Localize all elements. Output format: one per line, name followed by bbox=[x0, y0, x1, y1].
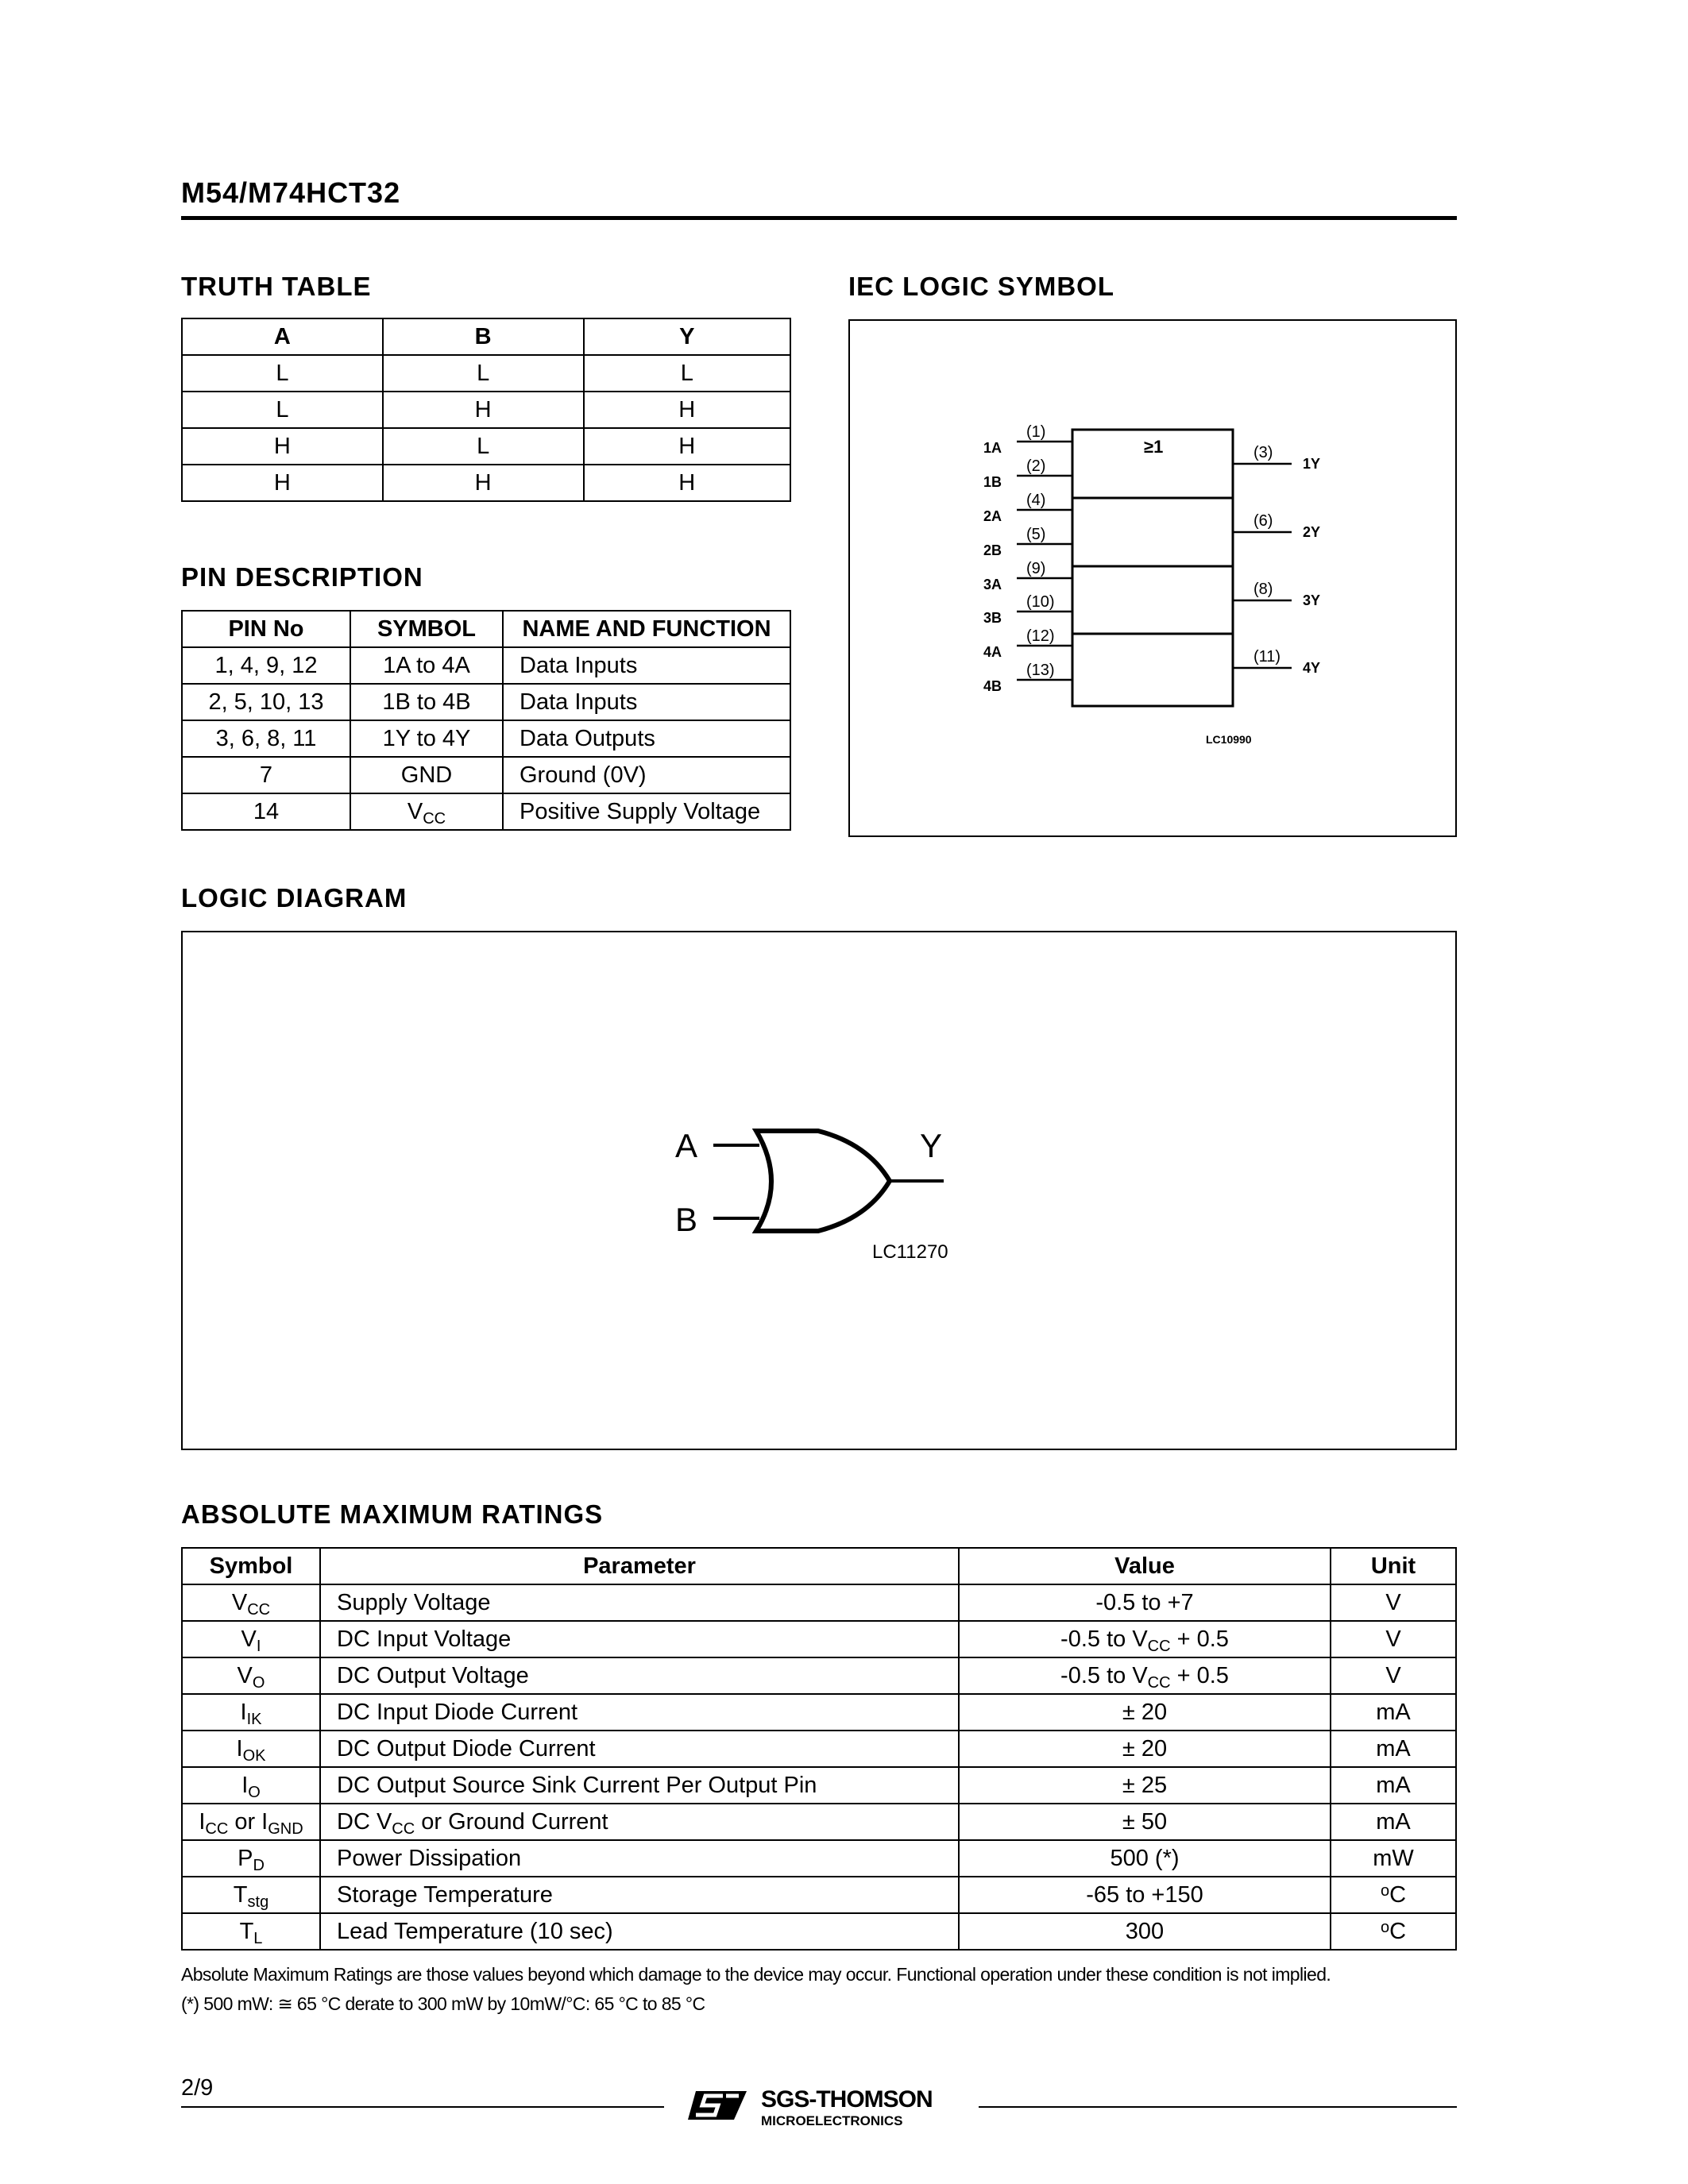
value-subscript: CC bbox=[1147, 1673, 1171, 1692]
rating-symbol bbox=[182, 1694, 320, 1731]
cell-a: H bbox=[182, 465, 383, 501]
symbol-main-2: or I bbox=[228, 1808, 268, 1835]
symbol-main: V bbox=[407, 798, 423, 824]
table-row bbox=[182, 1584, 1456, 1621]
table-row bbox=[182, 1877, 1456, 1913]
param-post: or Ground Current bbox=[415, 1808, 608, 1835]
st-logo bbox=[685, 2083, 987, 2131]
footer-rule-right bbox=[979, 2106, 1457, 2108]
unit-superscript: o bbox=[1380, 1918, 1390, 1936]
symbol-main: V bbox=[237, 1662, 253, 1688]
iec-input-pin-number: (2) bbox=[1026, 457, 1046, 475]
symbol-main: V bbox=[241, 1626, 257, 1652]
table-row bbox=[182, 392, 790, 428]
table-row bbox=[182, 355, 790, 392]
pin-function: Data Inputs bbox=[503, 647, 790, 684]
iec-input-name: 4A bbox=[983, 644, 1002, 660]
iec-output-name: 1Y bbox=[1303, 456, 1321, 472]
rating-symbol bbox=[182, 1877, 320, 1913]
input-a-label: A bbox=[675, 1127, 698, 1164]
output-y-label: Y bbox=[920, 1127, 943, 1164]
table-row bbox=[182, 1657, 1456, 1694]
rating-value: 300 bbox=[959, 1913, 1331, 1950]
symbol-subscript: D bbox=[253, 1856, 265, 1874]
value-pre: -0.5 to V bbox=[1060, 1662, 1148, 1688]
iec-input-name: 3A bbox=[983, 577, 1002, 592]
header-rule bbox=[181, 216, 1457, 220]
rating-unit: mA bbox=[1331, 1731, 1456, 1767]
pin-function: Data Inputs bbox=[503, 684, 790, 720]
brand-name: SGS-THOMSON bbox=[761, 2086, 933, 2113]
symbol-main: I bbox=[236, 1735, 243, 1761]
logic-diagram bbox=[183, 932, 1455, 1449]
table-row bbox=[182, 1731, 1456, 1767]
unit-superscript: o bbox=[1380, 1881, 1390, 1900]
header-y: Y bbox=[584, 318, 790, 355]
iec-output-pin-number: (3) bbox=[1253, 444, 1273, 461]
pin-symbol bbox=[350, 793, 503, 830]
truth-table bbox=[181, 318, 791, 502]
rating-symbol bbox=[182, 1913, 320, 1950]
rating-unit: V bbox=[1331, 1584, 1456, 1621]
rating-unit: mA bbox=[1331, 1694, 1456, 1731]
logic-diagram-frame bbox=[181, 931, 1457, 1450]
rating-parameter: Power Dissipation bbox=[320, 1840, 959, 1877]
table-row bbox=[182, 1840, 1456, 1877]
rating-parameter bbox=[320, 1804, 959, 1840]
symbol-main: T bbox=[233, 1881, 248, 1908]
iec-input-name: 1A bbox=[983, 440, 1002, 456]
cell-a: H bbox=[182, 428, 383, 465]
table-row bbox=[182, 1804, 1456, 1840]
unit-main: C bbox=[1389, 1881, 1407, 1908]
rating-symbol bbox=[182, 1731, 320, 1767]
rating-value: ± 20 bbox=[959, 1694, 1331, 1731]
rating-symbol bbox=[182, 1657, 320, 1694]
symbol-subscript: I bbox=[256, 1637, 261, 1655]
iec-output-lines bbox=[1233, 464, 1292, 668]
pin-function: Ground (0V) bbox=[503, 757, 790, 793]
rating-symbol bbox=[182, 1621, 320, 1657]
iec-input-pin-number: (9) bbox=[1026, 560, 1046, 577]
rating-value: ± 50 bbox=[959, 1804, 1331, 1840]
cell-y: H bbox=[584, 392, 790, 428]
rating-symbol bbox=[182, 1840, 320, 1877]
rating-unit: V bbox=[1331, 1657, 1456, 1694]
pin-symbol: 1B to 4B bbox=[350, 684, 503, 720]
iec-input-pin-number: (10) bbox=[1026, 593, 1055, 611]
rating-value: ± 20 bbox=[959, 1731, 1331, 1767]
rating-symbol bbox=[182, 1767, 320, 1804]
table-row bbox=[182, 465, 790, 501]
rating-symbol bbox=[182, 1804, 320, 1840]
cell-a: L bbox=[182, 392, 383, 428]
cell-b: L bbox=[383, 428, 584, 465]
pin-number: 2, 5, 10, 13 bbox=[182, 684, 350, 720]
symbol-subscript: CC bbox=[423, 809, 446, 828]
rating-symbol bbox=[182, 1584, 320, 1621]
iec-code: LC10990 bbox=[1206, 733, 1252, 746]
iec-input-pin-number: (4) bbox=[1026, 492, 1046, 509]
pin-number: 3, 6, 8, 11 bbox=[182, 720, 350, 757]
table-row bbox=[182, 684, 790, 720]
iec-symbol-frame bbox=[848, 319, 1457, 837]
iec-input-pin-number: (13) bbox=[1026, 662, 1055, 679]
table-row bbox=[182, 1767, 1456, 1804]
unit-main: C bbox=[1389, 1918, 1407, 1944]
rating-parameter: DC Input Voltage bbox=[320, 1621, 959, 1657]
rating-value: -65 to +150 bbox=[959, 1877, 1331, 1913]
document-title: M54/M74HCT32 bbox=[181, 176, 401, 209]
symbol-main: I bbox=[240, 1699, 247, 1725]
cell-b: H bbox=[383, 392, 584, 428]
symbol-main: I bbox=[199, 1808, 206, 1835]
iec-input-pin-number: (5) bbox=[1026, 526, 1046, 543]
pin-number: 1, 4, 9, 12 bbox=[182, 647, 350, 684]
header-b: B bbox=[383, 318, 584, 355]
table-row bbox=[182, 757, 790, 793]
ratings-table bbox=[181, 1547, 1457, 1951]
cell-b: H bbox=[383, 465, 584, 501]
iec-output-pin-number: (8) bbox=[1253, 581, 1273, 598]
pin-number: 14 bbox=[182, 793, 350, 830]
rating-parameter: Storage Temperature bbox=[320, 1877, 959, 1913]
table-row bbox=[182, 1621, 1456, 1657]
pin-table-header bbox=[182, 611, 790, 647]
table-row bbox=[182, 1694, 1456, 1731]
rating-parameter: Supply Voltage bbox=[320, 1584, 959, 1621]
iec-input-name: 1B bbox=[983, 474, 1002, 490]
iec-logic-symbol bbox=[850, 321, 1455, 835]
symbol-subscript: O bbox=[248, 1783, 261, 1801]
header-unit: Unit bbox=[1331, 1548, 1456, 1584]
iec-input-pin-number: (12) bbox=[1026, 627, 1055, 645]
header-symbol: Symbol bbox=[182, 1548, 320, 1584]
rating-unit bbox=[1331, 1877, 1456, 1913]
header-name-function: NAME AND FUNCTION bbox=[503, 611, 790, 647]
cell-y: H bbox=[584, 465, 790, 501]
footer-rule-left bbox=[181, 2106, 664, 2108]
iec-output-name: 3Y bbox=[1303, 592, 1321, 608]
pin-description-title: PIN DESCRIPTION bbox=[181, 562, 423, 592]
iec-output-pin-number: (11) bbox=[1253, 648, 1281, 666]
iec-output-name: 2Y bbox=[1303, 524, 1321, 540]
param-subscript: CC bbox=[392, 1819, 415, 1838]
symbol-subscript: stg bbox=[247, 1893, 269, 1911]
iec-gate-label: ≥1 bbox=[1144, 437, 1164, 457]
rating-unit: mW bbox=[1331, 1840, 1456, 1877]
ratings-note-1: Absolute Maximum Ratings are those values beyond which damage to the device may occur. Functional operation under these condition is not implied. bbox=[181, 1964, 1331, 1985]
truth-table-header bbox=[182, 318, 790, 355]
ratings-table-header bbox=[182, 1548, 1456, 1584]
symbol-subscript-2: GND bbox=[268, 1819, 303, 1838]
rating-unit bbox=[1331, 1913, 1456, 1950]
symbol-main: T bbox=[239, 1918, 254, 1944]
iec-input-name: 2B bbox=[983, 542, 1002, 558]
cell-b: L bbox=[383, 355, 584, 392]
rating-parameter: DC Output Diode Current bbox=[320, 1731, 959, 1767]
rating-value: -0.5 to +7 bbox=[959, 1584, 1331, 1621]
symbol-subscript: O bbox=[252, 1673, 265, 1692]
iec-output-pin-number: (6) bbox=[1253, 512, 1273, 530]
rating-value bbox=[959, 1621, 1331, 1657]
rating-value: ± 25 bbox=[959, 1767, 1331, 1804]
input-b-label: B bbox=[675, 1201, 698, 1238]
symbol-subscript: IK bbox=[246, 1710, 262, 1728]
symbol-main: I bbox=[241, 1772, 249, 1798]
brand-subtitle: MICROELECTRONICS bbox=[761, 2113, 903, 2128]
header-symbol: SYMBOL bbox=[350, 611, 503, 647]
header-pin-no: PIN No bbox=[182, 611, 350, 647]
value-subscript: CC bbox=[1147, 1637, 1171, 1655]
pin-number: 7 bbox=[182, 757, 350, 793]
rating-value bbox=[959, 1657, 1331, 1694]
cell-y: L bbox=[584, 355, 790, 392]
st-logo-icon bbox=[685, 2083, 756, 2128]
iec-gate-blocks bbox=[1072, 430, 1233, 706]
pin-function: Positive Supply Voltage bbox=[503, 793, 790, 830]
table-row bbox=[182, 720, 790, 757]
truth-table-title: TRUTH TABLE bbox=[181, 272, 372, 301]
rating-parameter: DC Output Source Sink Current Per Output Pin bbox=[320, 1767, 959, 1804]
pin-symbol: GND bbox=[350, 757, 503, 793]
or-gate-symbol bbox=[756, 1131, 890, 1231]
iec-input-name: 4B bbox=[983, 678, 1002, 694]
page-number: 2/9 bbox=[181, 2075, 214, 2101]
iec-input-pin-number: (1) bbox=[1026, 423, 1046, 441]
header-parameter: Parameter bbox=[320, 1548, 959, 1584]
cell-a: L bbox=[182, 355, 383, 392]
rating-parameter: Lead Temperature (10 sec) bbox=[320, 1913, 959, 1950]
iec-output-name: 4Y bbox=[1303, 660, 1321, 676]
pin-symbol: 1A to 4A bbox=[350, 647, 503, 684]
symbol-main: V bbox=[231, 1589, 248, 1615]
ratings-note-2: (*) 500 mW: ≅ 65 °C derate to 300 mW by 10mW/°C: 65 °C to 85 °C bbox=[181, 1993, 705, 2014]
rating-parameter: DC Input Diode Current bbox=[320, 1694, 959, 1731]
value-post: + 0.5 bbox=[1170, 1662, 1229, 1688]
header-value: Value bbox=[959, 1548, 1331, 1584]
value-pre: -0.5 to V bbox=[1060, 1626, 1148, 1652]
cell-y: H bbox=[584, 428, 790, 465]
pin-function: Data Outputs bbox=[503, 720, 790, 757]
symbol-subscript: CC bbox=[205, 1819, 229, 1838]
symbol-main: P bbox=[238, 1845, 253, 1871]
logic-diagram-title: LOGIC DIAGRAM bbox=[181, 883, 408, 913]
pin-description-table bbox=[181, 610, 791, 831]
ratings-title: ABSOLUTE MAXIMUM RATINGS bbox=[181, 1499, 604, 1529]
iec-block-outline bbox=[1072, 430, 1233, 706]
iec-input-name: 2A bbox=[983, 508, 1002, 524]
header-a: A bbox=[182, 318, 383, 355]
table-row bbox=[182, 428, 790, 465]
iec-input-name: 3B bbox=[983, 610, 1002, 626]
rating-parameter: DC Output Voltage bbox=[320, 1657, 959, 1694]
logic-diagram-code: LC11270 bbox=[872, 1241, 948, 1263]
table-row bbox=[182, 793, 790, 830]
value-post: + 0.5 bbox=[1170, 1626, 1229, 1652]
rating-unit: mA bbox=[1331, 1804, 1456, 1840]
param-pre: DC V bbox=[337, 1808, 392, 1835]
rating-value: 500 (*) bbox=[959, 1840, 1331, 1877]
rating-unit: mA bbox=[1331, 1767, 1456, 1804]
iec-symbol-title: IEC LOGIC SYMBOL bbox=[848, 272, 1115, 301]
rating-unit: V bbox=[1331, 1621, 1456, 1657]
pin-symbol: 1Y to 4Y bbox=[350, 720, 503, 757]
symbol-subscript: OK bbox=[242, 1746, 266, 1765]
symbol-subscript: CC bbox=[247, 1600, 271, 1619]
table-row bbox=[182, 647, 790, 684]
table-row bbox=[182, 1913, 1456, 1950]
symbol-subscript: L bbox=[253, 1929, 263, 1947]
